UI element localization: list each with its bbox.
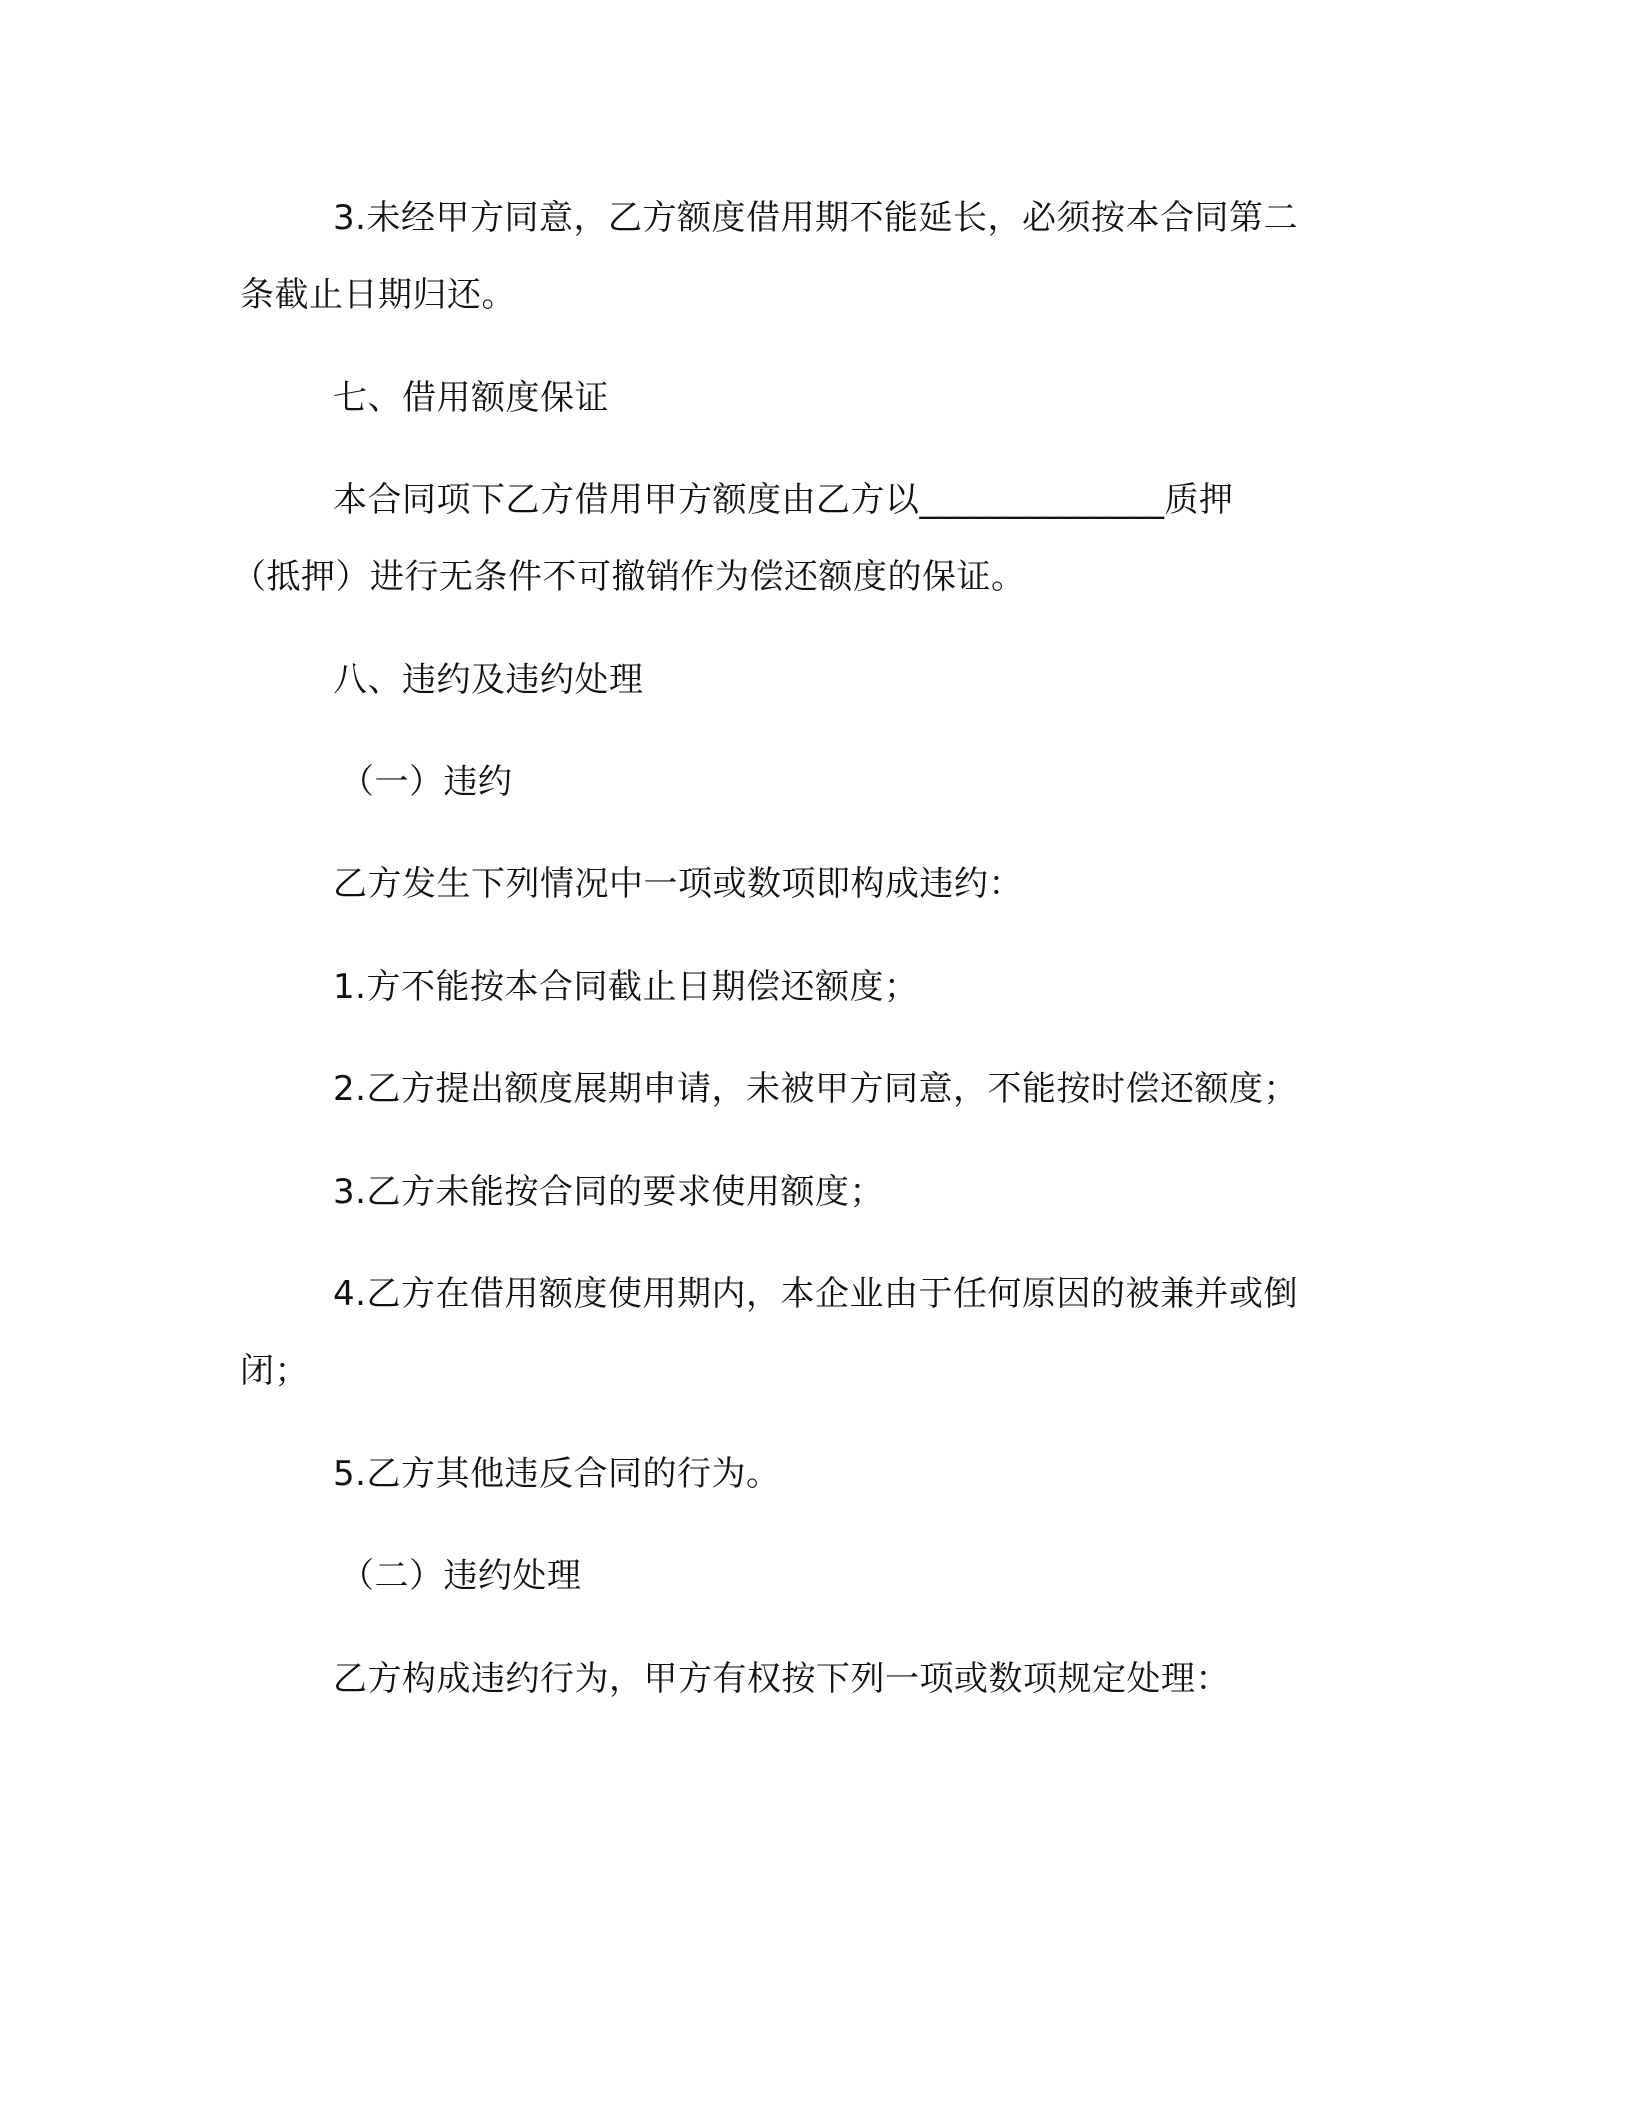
- breach-item-1: 1.方不能按本合同截止日期偿还额度；: [333, 967, 919, 1007]
- section-7-body-line-2: （抵押）进行无条件不可撤销作为偿还额度的保证。: [232, 557, 1026, 597]
- section-7-heading: 七、借用额度保证: [333, 378, 609, 418]
- breach-item-3: 3.乙方未能按合同的要求使用额度；: [333, 1172, 884, 1212]
- breach-handling-intro: 乙方构成违约行为，甲方有权按下列一项或数项规定处理：: [333, 1659, 1230, 1699]
- breach-item-5: 5.乙方其他违反合同的行为。: [333, 1454, 781, 1494]
- breach-item-4-line-1: 4.乙方在借用额度使用期内，本企业由于任何原因的被兼并或倒: [333, 1274, 1298, 1314]
- clause-6-3-line-2: 条截止日期归还。: [240, 275, 516, 315]
- breach-intro: 乙方发生下列情况中一项或数项即构成违约：: [333, 864, 1023, 904]
- section-7-body-line-1: 本合同项下乙方借用甲方额度由乙方以______________质押: [333, 480, 1234, 520]
- subsection-2-heading: （二）违约处理: [340, 1556, 582, 1596]
- clause-6-3-line-1: 3.未经甲方同意，乙方额度借用期不能延长，必须按本合同第二: [333, 198, 1298, 238]
- breach-item-4-line-2: 闭；: [240, 1351, 309, 1391]
- subsection-1-heading: （一）违约: [340, 762, 513, 802]
- section-8-heading: 八、违约及违约处理: [333, 660, 644, 700]
- breach-item-2: 2.乙方提出额度展期申请，未被甲方同意，不能按时偿还额度；: [333, 1069, 1298, 1109]
